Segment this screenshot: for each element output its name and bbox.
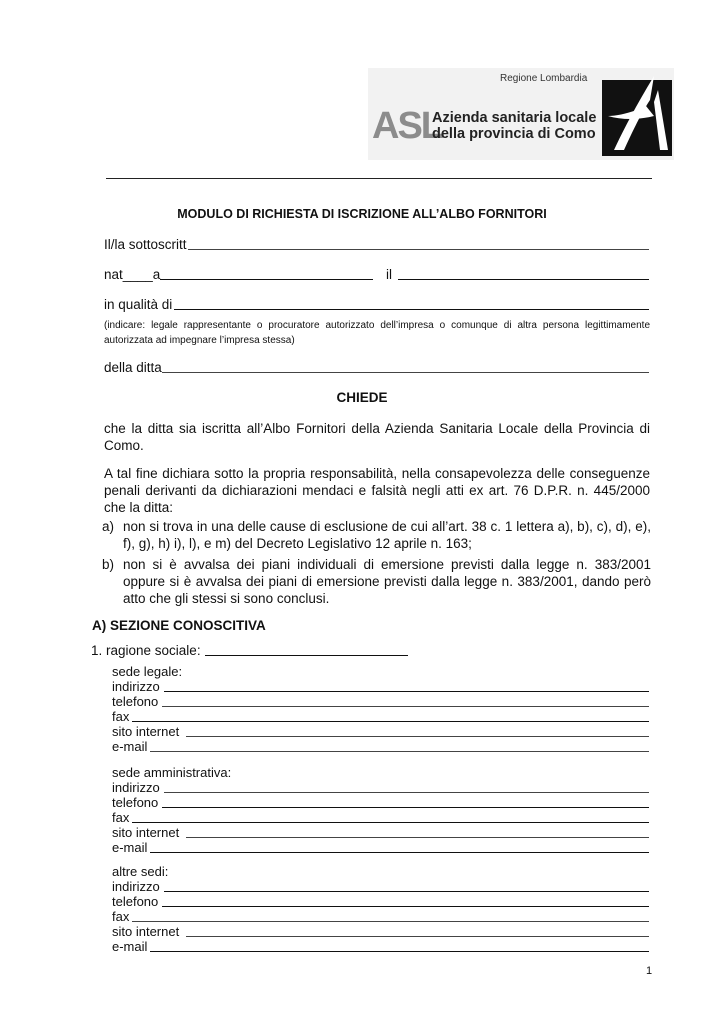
organization-line-1: Azienda sanitaria locale (432, 110, 597, 126)
contact-label: fax (112, 909, 130, 924)
contact-label: indirizzo (112, 679, 160, 694)
group-title: altre sedi: (112, 864, 169, 879)
contact-field[interactable] (162, 906, 649, 907)
date-field[interactable] (398, 279, 649, 280)
qualita-note: (indicare: legale rappresentante o procuratore autorizzato dell’impresa o comunque di altra persona legittimamente autorizzata ad impegnare l’impresa stessa) (104, 320, 650, 346)
nato-field[interactable] (160, 279, 373, 280)
contact-field[interactable] (150, 852, 649, 853)
item-b-letter: b) (102, 557, 115, 572)
contact-label: indirizzo (112, 780, 160, 795)
contact-label: sito internet (112, 724, 180, 739)
declaration-paragraph: A tal fine dichiara sotto la propria responsabilità, nella consapevolezza delle conseguenze penali derivanti da dichiarazioni mendaci e falsità negli atti ex art. 76 D.P.R. n. 445/2000 che la ditta: (104, 466, 650, 515)
qualita-field[interactable] (174, 309, 649, 310)
contact-label: telefono (112, 795, 159, 810)
contact-label: indirizzo (112, 879, 160, 894)
section-a-heading: A) SEZIONE CONOSCITIVA (92, 618, 266, 633)
ditta-field[interactable] (162, 372, 649, 373)
sottoscritto-field[interactable] (188, 249, 649, 250)
qualita-label: in qualità di (104, 297, 173, 312)
sottoscritto-label: Il/la sottoscritt (104, 237, 187, 252)
group-title: sede legale: (112, 664, 183, 679)
contact-label: e-mail (112, 840, 148, 855)
contact-label: telefono (112, 894, 159, 909)
il-label: il (386, 267, 392, 282)
ragione-field[interactable] (205, 655, 408, 656)
chiede-heading: CHIEDE (336, 390, 388, 405)
ditta-label: della ditta (104, 360, 162, 375)
document-title: MODULO DI RICHIESTA DI ISCRIZIONE ALL’ALBO FORNITORI (177, 207, 547, 221)
organization-line-2: della provincia di Como (432, 126, 596, 142)
contact-label: fax (112, 810, 130, 825)
contact-field[interactable] (186, 837, 649, 838)
contact-field[interactable] (150, 751, 649, 752)
request-paragraph: che la ditta sia iscritta all’Albo Fornitori della Azienda Sanitaria Locale della Provincia di Como. (104, 421, 650, 453)
header-rule (106, 178, 652, 179)
contact-field[interactable] (162, 706, 649, 707)
page-number: 1 (646, 965, 653, 977)
contact-label: sito internet (112, 924, 180, 939)
contact-field[interactable] (150, 951, 649, 952)
asl-logo-text: ASL (372, 105, 442, 147)
item-b-text: non si è avvalsa dei piani individuali di emersione previsti dalla legge n. 383/2001 oppure si è avvalsa dei piani di emersione previsti dalla legge n. 383/2001, dando però atto che gli stessi si sono conclusi. (123, 557, 651, 606)
contact-field[interactable] (132, 921, 649, 922)
contact-label: sito internet (112, 825, 180, 840)
contact-label: telefono (112, 694, 159, 709)
contact-field[interactable] (164, 792, 649, 793)
contact-field[interactable] (164, 891, 649, 892)
group-title: sede amministrativa: (112, 765, 232, 780)
contact-field[interactable] (132, 721, 649, 722)
contact-field[interactable] (164, 691, 649, 692)
contact-field[interactable] (132, 822, 649, 823)
ragione-label: 1. ragione sociale: (91, 643, 201, 658)
contact-label: e-mail (112, 939, 148, 954)
contact-label: fax (112, 709, 130, 724)
contact-field[interactable] (186, 736, 649, 737)
contact-field[interactable] (162, 807, 649, 808)
item-a-text: non si trova in una delle cause di esclusione de cui all’art. 38 c. 1 lettera a), b), c), d), e), f), g), h) i), l), e m) del Decreto Legislativo 12 aprile n. 163; (123, 519, 651, 551)
asl-logo-icon (602, 76, 672, 156)
region-name: Regione Lombardia (500, 73, 588, 84)
nato-label: nat____a (104, 267, 161, 282)
organization-name (432, 110, 596, 142)
contact-field[interactable] (186, 936, 649, 937)
contact-label: e-mail (112, 739, 148, 754)
item-a-letter: a) (102, 519, 115, 534)
